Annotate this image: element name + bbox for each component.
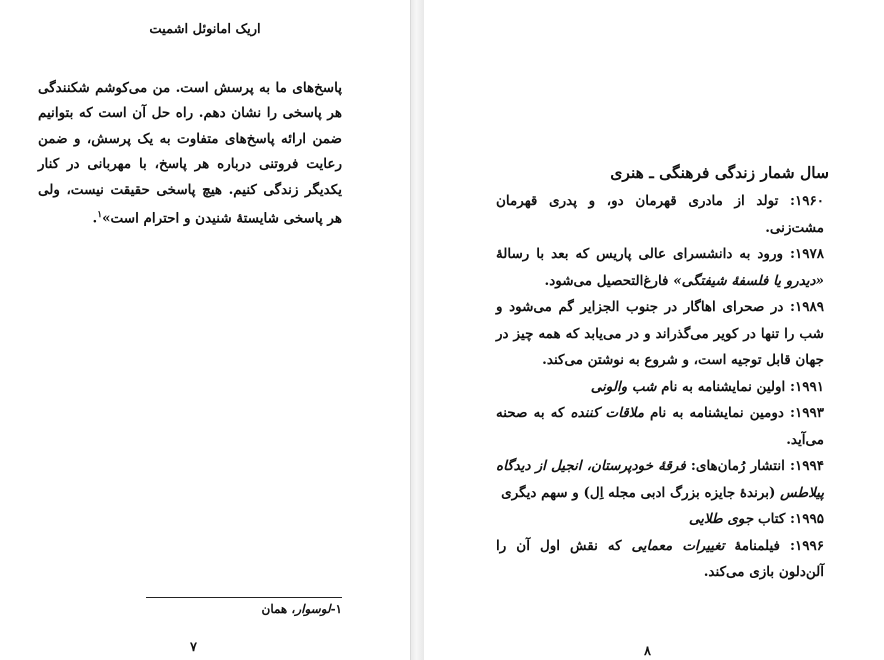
chronology-entry <box>496 533 824 586</box>
running-head-author: اریک امانوئل اشمیت <box>149 22 261 37</box>
body-paragraph-text: پاسخ‌های ما به پرسش است. من می‌کوشم شکنندگی هر پاسخی را نشان دهم. راه حل آن است که بتوانیم ضمن ارائه پاسخ‌های متفاوت به یک پرسش، و ضمن رعایت فروتنی درباره هر پاسخ، با مهربانی در کنار یکدیگر زندگی کنیم. هیچ پاسخی حقیقت نیست، ولی هر پاسخی شایستهٔ شنیدن و احترام است» <box>38 79 342 227</box>
body-paragraph: پاسخ‌های ما به پرسش است. من می‌کوشم شکنندگی هر پاسخی را نشان دهم. راه حل آن است که بتوانیم ضمن ارائه پاسخ‌های متفاوت به یک پرسش، و ضمن رعایت فروتنی درباره هر پاسخ، با مهربانی در کنار یکدیگر زندگی کنیم. هیچ پاسخی حقیقت نیست، ولی هر پاسخی شایستهٔ شنیدن و احترام است»$^١$. <box>38 79 342 227</box>
footnote-number: ١- <box>330 602 342 616</box>
entry-text: که به صحنه می‌آید. <box>496 405 824 448</box>
entry-title: ملاقات کننده <box>570 405 644 421</box>
footnote-reference: ١ <box>97 210 103 220</box>
chronology-list <box>496 188 824 586</box>
footnote-rest: ، همان <box>261 602 296 616</box>
entry-text: (برندهٔ جایزه بزرگ ادبی مجله اِل) و سهم دیگری <box>501 484 781 501</box>
entry-text: فارغ‌التحصیل می‌شود. <box>544 272 674 289</box>
entry-text: : ورود به دانشسرای عالی پاریس که بعد با رسالهٔ <box>496 246 795 262</box>
footnote-title: لوسوار <box>295 602 331 616</box>
entry-year: ١٩٩۵ <box>794 511 824 527</box>
footnote <box>262 602 342 616</box>
entry-title: جوی طلایی <box>688 511 754 527</box>
chronology-entry <box>496 241 824 294</box>
right-page <box>424 0 884 660</box>
page-number: ٧ <box>190 640 197 655</box>
chronology-entry <box>496 374 824 401</box>
entry-year: ١٩٨٩ <box>794 299 824 315</box>
chronology-entry <box>496 188 824 241</box>
entry-year: ١٩٧٨ <box>794 246 824 262</box>
entry-year: ١٩٩١ <box>794 378 824 395</box>
entry-year: ١٩٩٣ <box>795 405 825 421</box>
entry-text: : تولد از مادری قهرمان دو، و پدری قهرمان مشت‌زنی. <box>496 193 824 236</box>
left-page <box>0 0 410 660</box>
entry-year: ١٩٩۴ <box>794 458 824 474</box>
entry-title: فرقهٔ خودپرستان، انجیل از دیدگاه پیلاطس <box>496 458 824 501</box>
chronology-entry <box>496 294 824 374</box>
chronology-entry <box>496 506 824 533</box>
entry-title: «دیدرو یا فلسفهٔ شیفتگی» <box>673 272 824 289</box>
entry-title: تغییرات معمایی <box>631 537 725 554</box>
entry-text: که نقش اول آن را آلن‌دلون بازی می‌کند. <box>496 537 824 580</box>
entry-text: : فیلمنامهٔ <box>724 537 795 554</box>
entry-title: شب والونی <box>590 378 657 395</box>
page-number: ٨ <box>644 644 651 659</box>
section-title: سال شمار زندگی فرهنگی ـ هنری <box>610 163 829 182</box>
footnote-rule <box>146 597 342 598</box>
entry-year: ١٩۶٠ <box>794 193 824 209</box>
entry-text: : انتشار رُمان‌های: <box>685 458 795 474</box>
entry-year: ١٩٩۶ <box>795 537 825 554</box>
chronology-entry <box>496 453 824 506</box>
chronology-entry <box>496 400 824 453</box>
entry-text: : در صحرای اهاگار در جنوب الجزایر گم می‌شود و شب را تنها در کویر می‌گذراند و در می‌یابد که همه چیز در جهان قابل توجیه است، و شروع به نوشتن می‌کند. <box>496 299 824 368</box>
entry-text: : دومین نمایشنامه به نام <box>643 405 795 421</box>
entry-text: : کتاب <box>753 511 795 527</box>
entry-text: : اولین نمایشنامه به نام <box>656 378 795 395</box>
